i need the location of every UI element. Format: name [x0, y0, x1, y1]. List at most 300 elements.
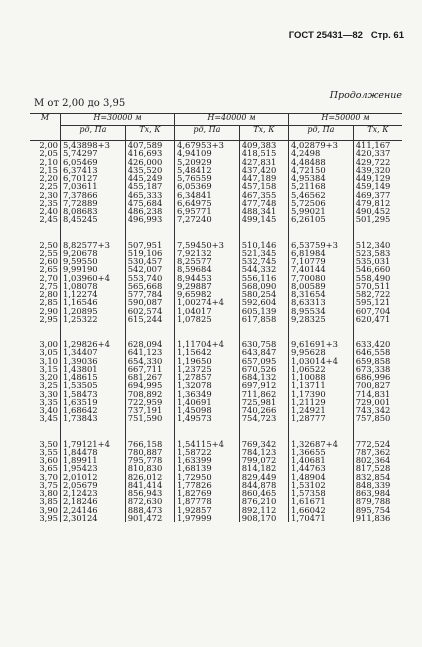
pressure-cell: 2,24146 — [61, 506, 126, 514]
mach-cell: 2,60 — [39, 256, 58, 266]
temperature-cell: 535,031 — [353, 257, 402, 265]
mach-cell: 3,55 — [39, 446, 58, 457]
pressure-cell: 1,40691 — [175, 398, 240, 406]
temperature-cell: 556,116 — [239, 274, 288, 282]
temperature-cell: 784,123 — [239, 448, 288, 456]
temperature-cell: 633,420 — [353, 340, 402, 348]
pressure-cell: 1,20895 — [61, 307, 126, 315]
pressure-cell: 1,03014+4 — [289, 357, 354, 365]
pressure-cell: 6,81984 — [289, 249, 354, 257]
temperature-cell: 737,191 — [125, 406, 174, 414]
temperature-cell: 630,758 — [239, 340, 288, 348]
temperature-cell: 863,984 — [353, 489, 402, 497]
pressure-cell: 1,04017 — [175, 307, 240, 315]
temperature-cell: 457,158 — [239, 182, 288, 190]
pressure-cell: 1,39036 — [61, 357, 126, 365]
temperature-cell: 876,210 — [239, 497, 288, 505]
temperature-cell: 477,748 — [239, 199, 288, 207]
pressure-cell: 9,61691+3 — [289, 340, 354, 348]
pressure-cell: 6,26105 — [289, 215, 354, 223]
pressure-cell: 8,59684 — [175, 265, 240, 273]
temperature-cell: 743,342 — [353, 406, 402, 414]
pressure-cell: 4,67953+3 — [175, 141, 240, 150]
pressure-cell: 1,13711 — [289, 381, 354, 389]
block-spacer — [30, 423, 402, 440]
block-spacer — [30, 224, 402, 241]
pressure-cell: 2,18246 — [61, 497, 126, 505]
group-header-40000: H=40000 м — [175, 114, 289, 126]
pressure-cell: 9,20678 — [61, 249, 126, 257]
temperature-cell: 455,187 — [125, 182, 174, 190]
pressure-header: рд, Па — [175, 126, 240, 141]
temperature-cell: 817,528 — [353, 464, 402, 472]
pressure-cell: 5,48412 — [175, 166, 240, 174]
pressure-cell: 6,70127 — [61, 174, 126, 182]
temperature-cell: 901,472 — [125, 514, 174, 522]
mach-cell: 3,60 — [39, 455, 58, 465]
temperature-cell: 426,000 — [125, 158, 174, 166]
mach-cell: 3,10 — [39, 355, 58, 366]
temperature-cell: 532,745 — [239, 257, 288, 265]
pressure-cell: 5,46562 — [289, 191, 354, 199]
pressure-cell: 7,70080 — [289, 274, 354, 282]
temperature-cell: 429,722 — [353, 158, 402, 166]
pressure-cell: 1,61671 — [289, 497, 354, 505]
pressure-cell: 9,99190 — [61, 265, 126, 273]
mach-cell: 3,95 — [39, 512, 58, 523]
pressure-cell: 1,57358 — [289, 489, 354, 497]
temperature-cell: 469,377 — [353, 191, 402, 199]
pressure-cell: 6,53759+3 — [289, 241, 354, 249]
temperature-cell: 673,338 — [353, 365, 402, 373]
temperature-cell: 714,831 — [353, 390, 402, 398]
temperature-cell: 615,244 — [125, 315, 174, 323]
mach-cell: 3,90 — [39, 504, 58, 515]
standard-number: ГОСТ 25431—82 — [288, 30, 363, 41]
spacer-cell — [30, 323, 61, 340]
temperature-cell: 490,452 — [353, 207, 402, 215]
spacer-cell — [61, 323, 126, 340]
temperature-cell: 553,740 — [125, 274, 174, 282]
pressure-cell: 1,72950 — [175, 473, 240, 481]
pressure-cell: 7,03611 — [61, 182, 126, 190]
pressure-cell: 1,68642 — [61, 406, 126, 414]
pressure-cell: 1,84478 — [61, 448, 126, 456]
pressure-cell: 2,01012 — [61, 473, 126, 481]
spacer-cell — [175, 323, 240, 340]
mach-cell: 3,85 — [39, 496, 58, 507]
mach-cell: 2,75 — [39, 280, 58, 291]
mach-cell: 2,30 — [39, 189, 58, 200]
temperature-cell: 479,812 — [353, 199, 402, 207]
pressure-cell: 1,53505 — [61, 381, 126, 389]
mach-cell: 2,65 — [39, 264, 58, 275]
mach-cell: 2,90 — [39, 305, 58, 316]
pressure-cell: 4,72150 — [289, 166, 354, 174]
temperature-cell: 459,149 — [353, 182, 402, 190]
pressure-cell: 2,30124 — [61, 514, 126, 522]
pressure-cell: 1,21129 — [289, 398, 354, 406]
pressure-cell: 4,94109 — [175, 149, 240, 157]
mach-cell: 2,35 — [39, 197, 58, 208]
pressure-cell: 1,53102 — [289, 481, 354, 489]
temperature-cell: 558,490 — [353, 274, 402, 282]
temperature-cell: 754,723 — [239, 414, 288, 422]
spacer-cell — [30, 224, 61, 241]
temperature-cell: 740,266 — [239, 406, 288, 414]
pressure-cell: 5,43898+3 — [61, 141, 126, 150]
pressure-cell: 1,11704+4 — [175, 340, 240, 348]
temperature-cell: 409,383 — [239, 141, 288, 150]
spacer-cell — [61, 224, 126, 241]
pressure-header: рд, Па — [289, 126, 354, 141]
pressure-cell: 8,82577+3 — [61, 241, 126, 249]
temperature-cell: 475,684 — [125, 199, 174, 207]
pressure-cell: 1,34407 — [61, 348, 126, 356]
temperature-cell: 544,332 — [239, 265, 288, 273]
pressure-cell: 1,28777 — [289, 414, 354, 422]
pressure-cell: 1,58473 — [61, 390, 126, 398]
pressure-cell: 1,97999 — [175, 514, 240, 522]
mach-range-subtitle: М от 2,00 до 3,95 — [34, 98, 126, 109]
pressure-cell: 5,76559 — [175, 174, 240, 182]
continuation-label: Продолжение — [329, 90, 402, 101]
temperature-cell: 908,170 — [239, 514, 288, 522]
spacer-cell — [125, 323, 174, 340]
pressure-cell: 1,54115+4 — [175, 440, 240, 448]
mach-cell: 3,20 — [39, 372, 58, 382]
temperature-cell: 810,830 — [125, 464, 174, 472]
pressure-cell: 8,63313 — [289, 298, 354, 306]
table-body — [30, 141, 402, 523]
temperature-cell: 711,862 — [239, 390, 288, 398]
pressure-cell: 2,05679 — [61, 481, 126, 489]
mach-cell: 2,40 — [39, 206, 58, 216]
pressure-cell: 1,25322 — [61, 315, 126, 323]
temperature-cell: 510,146 — [239, 241, 288, 249]
table-row — [30, 414, 402, 422]
temperature-cell: 617,858 — [239, 315, 288, 323]
pressure-cell: 5,74297 — [61, 149, 126, 157]
pressure-cell: 8,45245 — [61, 215, 126, 223]
temperature-cell: 729,001 — [353, 398, 402, 406]
pressure-cell: 1,43801 — [61, 365, 126, 373]
temperature-cell: 437,420 — [239, 166, 288, 174]
temperature-cell: 467,355 — [239, 191, 288, 199]
temperature-cell: 832,854 — [353, 473, 402, 481]
temperature-cell: 769,342 — [239, 440, 288, 448]
mach-cell: 3,50 — [39, 438, 58, 449]
pressure-cell: 2,12423 — [61, 489, 126, 497]
pressure-cell: 6,37413 — [61, 166, 126, 174]
temperature-cell: 416,693 — [125, 149, 174, 157]
temperature-cell: 802,364 — [353, 456, 402, 464]
temperature-cell: 657,095 — [239, 357, 288, 365]
pressure-cell: 1,23725 — [175, 365, 240, 373]
temperature-cell: 439,320 — [353, 166, 402, 174]
temperature-cell: 565,668 — [125, 282, 174, 290]
mach-cell: 2,70 — [39, 272, 58, 283]
pressure-cell: 1,48904 — [289, 473, 354, 481]
pressure-cell: 9,28325 — [289, 315, 354, 323]
temperature-cell: 605,139 — [239, 307, 288, 315]
pressure-cell: 6,05469 — [61, 158, 126, 166]
temperature-cell: 772,524 — [353, 440, 402, 448]
temperature-cell: 700,827 — [353, 381, 402, 389]
pressure-cell: 9,95628 — [289, 348, 354, 356]
atmosphere-table — [30, 113, 402, 522]
spacer-cell — [353, 224, 402, 241]
pressure-cell: 1,66042 — [289, 506, 354, 514]
temperature-cell: 848,339 — [353, 481, 402, 489]
pressure-cell: 1,32078 — [175, 381, 240, 389]
temperature-header: Tх, К — [125, 126, 174, 141]
pressure-cell: 8,25577 — [175, 257, 240, 265]
pressure-cell: 1,12274 — [61, 290, 126, 298]
temperature-cell: 725,981 — [239, 398, 288, 406]
pressure-cell: 1,63519 — [61, 398, 126, 406]
temperature-header: Tх, К — [239, 126, 288, 141]
temperature-cell: 519,106 — [125, 249, 174, 257]
pressure-cell: 5,21168 — [289, 182, 354, 190]
temperature-cell: 799,072 — [239, 456, 288, 464]
temperature-cell: 435,520 — [125, 166, 174, 174]
mach-cell: 2,10 — [39, 156, 58, 167]
pressure-cell: 1,77826 — [175, 481, 240, 489]
mach-cell: 3,75 — [39, 479, 58, 490]
mach-cell: 3,65 — [39, 463, 58, 474]
temperature-cell: 530,457 — [125, 257, 174, 265]
temperature-cell: 499,145 — [239, 215, 288, 223]
spacer-cell — [125, 423, 174, 440]
spacer-cell — [175, 423, 240, 440]
pressure-cell: 7,40144 — [289, 265, 354, 273]
pressure-cell: 1,70471 — [289, 514, 354, 522]
temperature-header: Tх, К — [353, 126, 402, 141]
pressure-cell: 7,10779 — [289, 257, 354, 265]
temperature-cell: 787,362 — [353, 448, 402, 456]
temperature-cell: 407,589 — [125, 141, 174, 150]
temperature-cell: 512,340 — [353, 241, 402, 249]
pressure-cell: 1,89911 — [61, 456, 126, 464]
pressure-cell: 1,17390 — [289, 390, 354, 398]
pressure-cell: 1,36349 — [175, 390, 240, 398]
temperature-cell: 582,722 — [353, 290, 402, 298]
pressure-cell: 8,94453 — [175, 274, 240, 282]
pressure-cell: 4,02879+3 — [289, 141, 354, 150]
temperature-cell: 411,167 — [353, 141, 402, 150]
mach-cell: 3,15 — [39, 363, 58, 374]
temperature-cell: 670,526 — [239, 365, 288, 373]
mach-cell: 2,20 — [39, 173, 58, 183]
mach-cell: 2,55 — [39, 247, 58, 258]
temperature-cell: 722,959 — [125, 398, 174, 406]
temperature-cell: 795,778 — [125, 456, 174, 464]
mach-cell: 2,45 — [39, 214, 58, 225]
block-spacer — [30, 323, 402, 340]
pressure-cell: 1,03960+4 — [61, 274, 126, 282]
mach-cell: 3,25 — [39, 380, 58, 391]
group-header-50000: H=50000 м — [289, 114, 402, 126]
pressure-cell: 5,20929 — [175, 158, 240, 166]
pressure-cell: 7,72889 — [61, 199, 126, 207]
pressure-cell: 1,92857 — [175, 506, 240, 514]
pressure-cell: 1,29826+4 — [61, 340, 126, 348]
temperature-cell: 447,189 — [239, 174, 288, 182]
pressure-cell: 4,48488 — [289, 158, 354, 166]
page-header — [289, 30, 404, 41]
temperature-cell: 580,254 — [239, 290, 288, 298]
temperature-cell: 708,892 — [125, 390, 174, 398]
pressure-cell: 7,27240 — [175, 215, 240, 223]
pressure-cell: 1,19650 — [175, 357, 240, 365]
temperature-cell: 681,267 — [125, 373, 174, 381]
pressure-cell: 1,07825 — [175, 315, 240, 323]
pressure-cell: 1,16546 — [61, 298, 126, 306]
temperature-cell: 766,158 — [125, 440, 174, 448]
pressure-cell: 6,05369 — [175, 182, 240, 190]
temperature-cell: 667,711 — [125, 365, 174, 373]
temperature-cell: 646,558 — [353, 348, 402, 356]
mach-cell: 3,30 — [39, 388, 58, 399]
page-number: Стр. 61 — [370, 30, 404, 41]
pressure-cell: 1,45098 — [175, 406, 240, 414]
mach-cell: 2,50 — [39, 239, 58, 250]
temperature-cell: 911,836 — [353, 514, 402, 522]
mach-cell: 2,15 — [39, 164, 58, 175]
pressure-cell: 9,65982 — [175, 290, 240, 298]
mach-cell: 3,45 — [39, 413, 58, 424]
temperature-cell: 427,831 — [239, 158, 288, 166]
pressure-cell: 7,37866 — [61, 191, 126, 199]
pressure-cell: 1,44763 — [289, 464, 354, 472]
temperature-cell: 844,878 — [239, 481, 288, 489]
mach-cell: 3,40 — [39, 405, 58, 415]
temperature-cell: 418,515 — [239, 149, 288, 157]
pressure-cell: 4,95384 — [289, 174, 354, 182]
temperature-cell: 814,182 — [239, 464, 288, 472]
pressure-cell: 1,95423 — [61, 464, 126, 472]
temperature-cell: 507,951 — [125, 241, 174, 249]
pressure-cell: 6,64975 — [175, 199, 240, 207]
mach-cell: 2,95 — [39, 313, 58, 324]
pressure-cell: 7,59450+3 — [175, 241, 240, 249]
temperature-cell: 641,123 — [125, 348, 174, 356]
temperature-cell: 607,704 — [353, 307, 402, 315]
temperature-cell: 577,784 — [125, 290, 174, 298]
mach-cell: 3,05 — [39, 347, 58, 358]
pressure-cell: 1,24921 — [289, 406, 354, 414]
temperature-cell: 659,858 — [353, 357, 402, 365]
table-row — [30, 514, 402, 522]
temperature-cell: 465,333 — [125, 191, 174, 199]
spacer-cell — [289, 423, 354, 440]
temperature-cell: 628,094 — [125, 340, 174, 348]
pressure-cell: 4,2498 — [289, 149, 354, 157]
table-row — [30, 315, 402, 323]
temperature-cell: 486,238 — [125, 207, 174, 215]
temperature-cell: 496,993 — [125, 215, 174, 223]
pressure-cell: 1,82769 — [175, 489, 240, 497]
mach-header: М — [30, 114, 61, 141]
temperature-cell: 856,943 — [125, 489, 174, 497]
temperature-cell: 879,788 — [353, 497, 402, 505]
temperature-cell: 872,630 — [125, 497, 174, 505]
temperature-cell: 570,511 — [353, 282, 402, 290]
pressure-cell: 1,36655 — [289, 448, 354, 456]
spacer-cell — [30, 423, 61, 440]
mach-cell: 2,05 — [39, 148, 58, 159]
pressure-cell: 5,99021 — [289, 207, 354, 215]
mach-cell: 2,25 — [39, 181, 58, 192]
temperature-cell: 592,604 — [239, 298, 288, 306]
pressure-cell: 1,58722 — [175, 448, 240, 456]
pressure-cell: 8,00589 — [289, 282, 354, 290]
mach-cell: 3,70 — [39, 471, 58, 482]
temperature-cell: 521,345 — [239, 249, 288, 257]
temperature-cell: 694,995 — [125, 381, 174, 389]
temperature-cell: 757,850 — [353, 414, 402, 422]
spacer-cell — [353, 323, 402, 340]
spacer-cell — [289, 224, 354, 241]
temperature-cell: 595,121 — [353, 298, 402, 306]
temperature-cell: 841,414 — [125, 481, 174, 489]
spacer-cell — [289, 323, 354, 340]
temperature-cell: 523,583 — [353, 249, 402, 257]
temperature-cell: 420,337 — [353, 149, 402, 157]
pressure-cell: 1,40681 — [289, 456, 354, 464]
temperature-cell: 488,341 — [239, 207, 288, 215]
temperature-cell: 602,574 — [125, 307, 174, 315]
spacer-cell — [61, 423, 126, 440]
spacer-cell — [239, 224, 288, 241]
temperature-cell: 643,847 — [239, 348, 288, 356]
pressure-cell: 1,87778 — [175, 497, 240, 505]
temperature-cell: 568,090 — [239, 282, 288, 290]
pressure-cell: 1,27857 — [175, 373, 240, 381]
pressure-cell: 1,32687+4 — [289, 440, 354, 448]
temperature-cell: 620,471 — [353, 315, 402, 323]
pressure-cell: 1,73843 — [61, 414, 126, 422]
pressure-cell: 1,49573 — [175, 414, 240, 422]
temperature-cell: 892,112 — [239, 506, 288, 514]
pressure-cell: 1,00274+4 — [175, 298, 240, 306]
temperature-cell: 542,007 — [125, 265, 174, 273]
pressure-cell: 1,79121+4 — [61, 440, 126, 448]
mach-cell: 3,35 — [39, 396, 58, 407]
temperature-cell: 895,754 — [353, 506, 402, 514]
pressure-cell: 6,34841 — [175, 191, 240, 199]
temperature-cell: 546,660 — [353, 265, 402, 273]
table-row — [30, 215, 402, 223]
spacer-cell — [125, 224, 174, 241]
temperature-cell: 445,249 — [125, 174, 174, 182]
pressure-cell: 8,08683 — [61, 207, 126, 215]
group-header-30000: H=30000 м — [61, 114, 175, 126]
pressure-cell: 5,72506 — [289, 199, 354, 207]
pressure-cell: 1,06522 — [289, 365, 354, 373]
temperature-cell: 501,295 — [353, 215, 402, 223]
temperature-cell: 860,465 — [239, 489, 288, 497]
temperature-cell: 590,087 — [125, 298, 174, 306]
pressure-cell: 7,92132 — [175, 249, 240, 257]
pressure-cell: 8,95534 — [289, 307, 354, 315]
temperature-cell: 751,590 — [125, 414, 174, 422]
pressure-cell: 1,08078 — [61, 282, 126, 290]
spacer-cell — [175, 224, 240, 241]
pressure-header: рд, Па — [61, 126, 126, 141]
pressure-cell: 1,10088 — [289, 373, 354, 381]
